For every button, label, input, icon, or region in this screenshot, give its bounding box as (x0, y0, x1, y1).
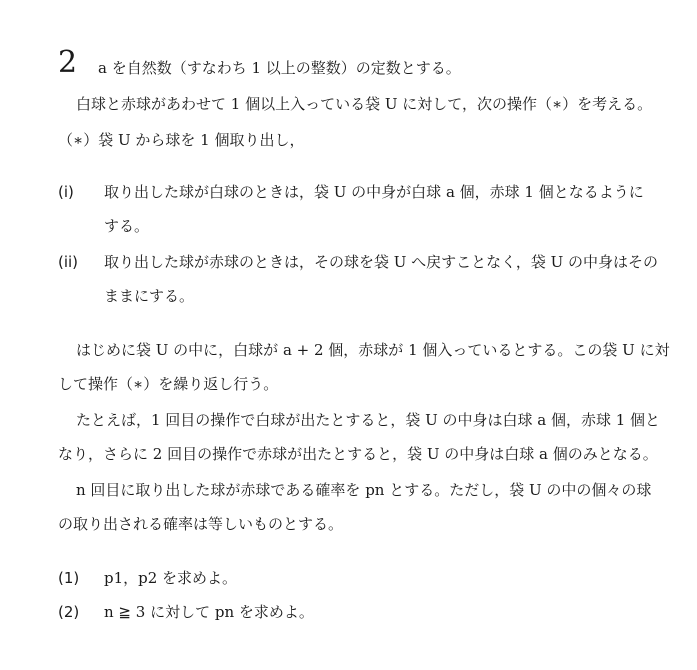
question-2-text: n ≧ 3 に対して pn を求めよ。 (104, 603, 314, 621)
paragraph-3-line-1: たとえば，1 回目の操作で白球が出たとすると，袋 U の中身は白球 a 個，赤球 1 個と (76, 411, 661, 429)
intro-text: a を自然数（すなわち 1 以上の整数）の定数とする。 (98, 59, 461, 77)
paragraph-1-line-2: （∗）袋 U から球を 1 個取り出し， (58, 131, 305, 149)
question-2-label: (2) (58, 603, 80, 621)
rule-i-line-2: する。 (104, 217, 150, 235)
rule-i-line-1: 取り出した球が白球のときは，袋 U の中身が白球 a 個，赤球 1 個となるように (104, 183, 644, 201)
paragraph-4-line-2: の取り出される確率は等しいものとする。 (58, 515, 344, 533)
rule-ii-line-1: 取り出した球が赤球のときは，その球を袋 U へ戻すことなく，袋 U の中身はその (104, 253, 659, 271)
paragraph-2-line-1: はじめに袋 U の中に，白球が a + 2 個，赤球が 1 個入っているとする。この袋 U に対 (76, 341, 670, 359)
paragraph-3-line-2: なり，さらに 2 回目の操作で赤球が出たとすると，袋 U の中身は白球 a 個のみとなる。 (58, 445, 658, 463)
rule-ii-line-2: ままにする。 (104, 287, 195, 305)
rule-ii-label: (ii) (58, 253, 79, 271)
question-1-text: p1，p2 を求めよ。 (104, 569, 238, 587)
problem-number: 2 (58, 45, 78, 80)
rule-i-label: (i) (58, 183, 74, 201)
paragraph-1-line-1: 白球と赤球があわせて 1 個以上入っている袋 U に対して，次の操作（∗）を考える。 (76, 95, 653, 113)
question-1-label: (1) (58, 569, 80, 587)
paragraph-2-line-2: して操作（∗）を繰り返し行う。 (58, 375, 279, 393)
paragraph-4-line-1: n 回目に取り出した球が赤球である確率を pn とする。ただし，袋 U の中の個々の球 (76, 481, 652, 499)
